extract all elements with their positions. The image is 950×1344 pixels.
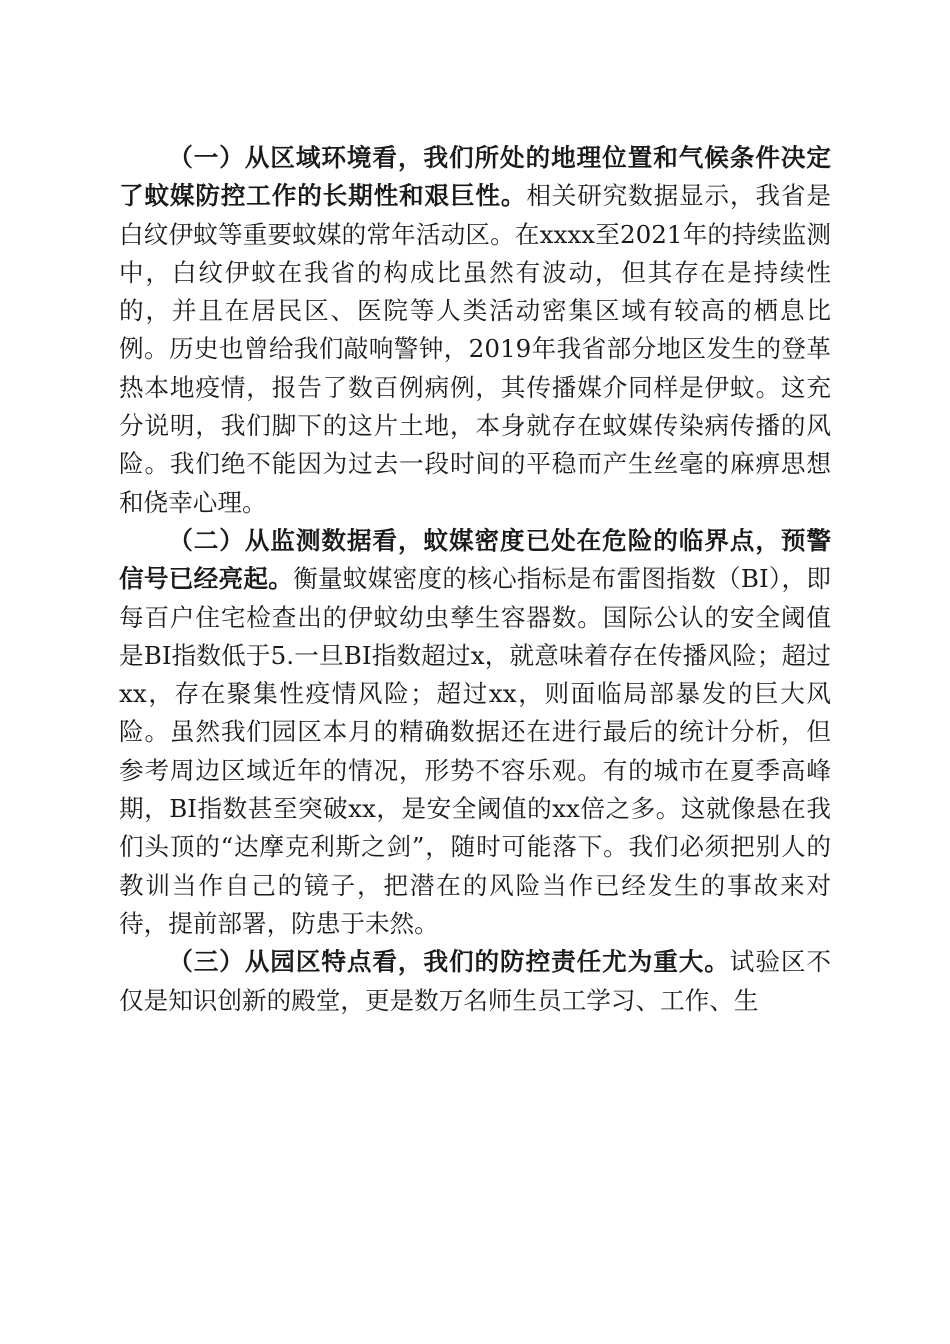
document-page bbox=[119, 139, 831, 1020]
paragraph-body: 衡量蚊媒密度的核心指标是布雷图指数（BI），即每百户住宅检查出的伊蚊幼虫孳生容器数。国际公认的安全阈值是BI指数低于5.一旦BI指数超过x，就意味着存在传播风险；超过xx，存在聚集性疫情风险；超过xx，则面临局部暴发的巨大风险。虽然我们园区本月的精确数据还在进行最后的统计分析，但参考周边区域近年的情况，形势不容乐观。有的城市在夏季高峰期，BI指数甚至突破xx，是安全阈值的xx倍之多。这就像悬在我们头顶的“达摩克利斯之剑”，随时可能落下。我们必须把别人的教训当作自己的镜子，把潜在的风险当作已经发生的事故来对待，提前部署，防患于未然。 bbox=[119, 564, 831, 938]
paragraph-lead: （二）从监测数据看，蚊媒密度已处在危险的临界点，预警信号已经亮起。 bbox=[119, 525, 831, 594]
paragraph-body: 试验区不仅是知识创新的殿堂，更是数万名师生员工学习、工作、生 bbox=[119, 947, 831, 1015]
paragraph-lead: （一）从区域环境看，我们所处的地理位置和气候条件决定了蚊媒防控工作的长期性和艰巨性。 bbox=[119, 143, 831, 211]
paragraph-park-features bbox=[119, 943, 831, 1020]
paragraph-lead: （三）从园区特点看，我们的防控责任尤为重大。 bbox=[168, 947, 730, 977]
paragraph-body: 相关研究数据显示，我省是白纹伊蚊等重要蚊媒的常年活动区。在xxxx至2021年的持续监测中，白纹伊蚊在我省的构成比虽然有波动，但其存在是持续性的，并且在居民区、医院等人类活动密集区域有较高的栖息比例。历史也曾给我们敲响警钟，2019年我省部分地区发生的登革热本地疫情，报告了数百例病例，其传播媒介同样是伊蚊。这充分说明，我们脚下的这片土地，本身就存在蚊媒传染病传播的风险。我们绝不能因为过去一段时间的平稳而产生丝毫的麻痹思想和侥幸心理。 bbox=[119, 181, 831, 517]
paragraph-monitoring-data bbox=[119, 522, 831, 943]
paragraph-regional-environment bbox=[119, 139, 831, 522]
